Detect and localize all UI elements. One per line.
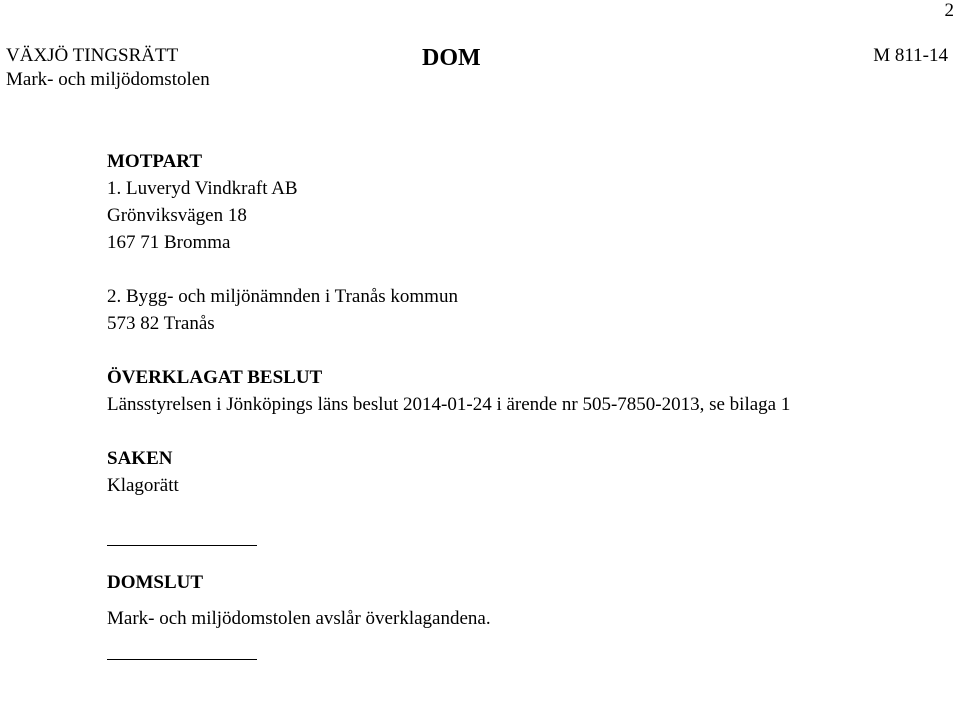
overklagat-beslut-text: Länsstyrelsen i Jönköpings läns beslut 2014-01-24 i ärende nr 505-7850-2013, se bilaga 1 [107,394,791,415]
domslut-section [107,569,947,632]
spacer [107,546,947,569]
document-type: DOM [422,45,481,71]
domslut-text: Mark- och miljödomstolen avslår överklagandena. [107,608,491,629]
court-header [6,44,210,92]
document-body [107,148,947,660]
court-division: Mark- och miljödomstolen [6,69,210,90]
motpart-section [107,148,947,337]
spacer [107,596,947,605]
spacer [107,256,947,283]
party1-name: 1. Luveryd Vindkraft AB [107,178,298,199]
spacer [107,418,947,445]
party1-postal: 167 71 Bromma [107,232,231,253]
overklagat-beslut-heading: ÖVERKLAGAT BESLUT [107,367,323,388]
party1-street: Grönviksvägen 18 [107,205,247,226]
page-number: 2 [944,0,954,21]
case-number: M 811-14 [873,45,948,66]
saken-heading: SAKEN [107,448,173,469]
party2-postal: 573 82 Tranås [107,313,215,334]
saken-section [107,445,947,499]
spacer [107,499,947,545]
spacer [107,337,947,364]
party2-name: 2. Bygg- och miljönämnden i Tranås kommun [107,286,458,307]
court-name: VÄXJÖ TINGSRÄTT [6,45,179,66]
spacer [107,632,947,659]
overklagat-beslut-section [107,364,947,418]
domslut-heading: DOMSLUT [107,572,204,593]
saken-text: Klagorätt [107,475,179,496]
section-divider-bottom [107,659,257,660]
motpart-heading: MOTPART [107,151,203,172]
